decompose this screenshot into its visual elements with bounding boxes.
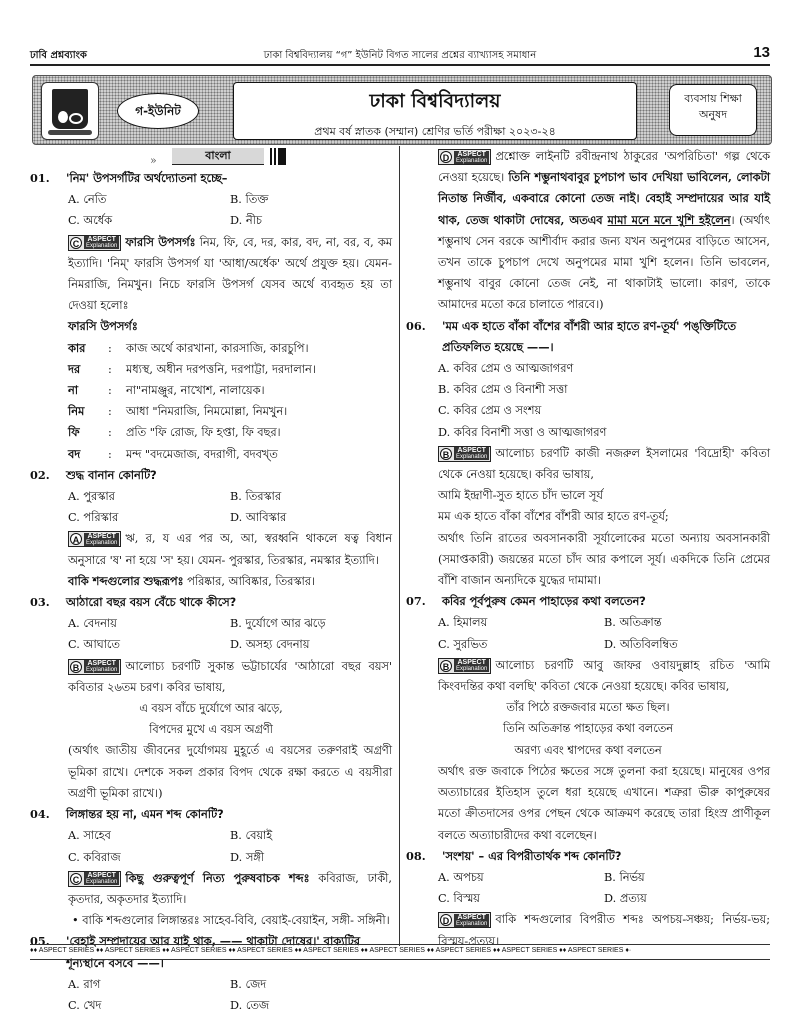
question-number: 06. [406, 318, 426, 333]
bars-decoration-icon [270, 148, 286, 165]
explanation-after: (অর্থাৎ জাতীয় জীবনের দুর্যোগময় মুহূর্তে এ বয়সের তরুণরাই অগ্রণী ভূমিকা রাখে। দেশকে সকল প্রকার বিপদ থেকে রক্ষা করতে এ বয়সীরা অগ্রণী ভূমিকা রাখে।) [68, 744, 392, 800]
question-text [30, 592, 392, 613]
running-head [30, 44, 770, 64]
answer-badge [68, 531, 121, 547]
prefix: বদ [68, 447, 81, 461]
explanation-bold: তিনি শম্ভুনাথবাবুর চুপচাপ ভাব দেখিয়া ভাবিলেন, লোকটা নিতান্ত নির্জীব, একবারে কোনো তেজ নাই। বেহাই সম্প্রদায়ের আর যাই থাক, তেজ থাকাটা দোষের, অতএব [438, 170, 771, 227]
page-number: 13 [753, 44, 770, 61]
question-stem: 'মম এক হাতে বাঁকা বাঁশের বাঁশরী আর হাতে রণ-তূর্য' পঙ্‌ক্তিটিতে প্রতিফলিত হয়েছে ——। [442, 319, 736, 354]
badge-subtitle: Explanation [456, 157, 488, 164]
option-c: C. বিস্ময় [438, 892, 480, 906]
option-d: D. অসহ্য বেদনায় [230, 638, 310, 652]
answer-letter: D [440, 151, 452, 163]
unit-label: গ-ইউনিট [117, 93, 199, 129]
option-d: D. সঙ্গী [230, 850, 265, 864]
question-number: 07. [406, 594, 426, 609]
subject-tag [150, 146, 392, 168]
options [30, 974, 392, 1016]
option-b: B. অতিক্রান্ত [604, 616, 662, 630]
option-d: D. আবিস্কার [230, 511, 287, 525]
prefix-meaning: মন্দ "বদমেজাজ, বদরাগী, বদবখ্ত [126, 447, 278, 461]
question-stem: আঠারো বছর বয়স বেঁচে থাকে কীসে? [66, 596, 237, 610]
question-07 [406, 591, 770, 845]
option-b: B. নির্ভয় [604, 870, 645, 884]
bullet-text: বাকি শব্দগুলোর লিঙ্গান্তরঃ সাহেব-বিবি, বেয়াই-বেয়াইন, সঙ্গী- সঙ্গিনী। [82, 914, 390, 928]
bullet-icon: • [72, 914, 83, 928]
explanation [406, 443, 770, 485]
option-d: D. অতিবিলম্বিত [604, 637, 678, 651]
faculty-line-2: অনুষদ [699, 108, 727, 121]
faculty-line-1: ব্যবসায় শিক্ষা [684, 92, 742, 105]
table-row: নিম : আধা "নিমরাজি, নিমমোল্লা, নিমখুন। [68, 401, 392, 422]
question-number: 01. [30, 171, 50, 185]
badge-subtitle: Explanation [86, 879, 118, 886]
question-text [30, 465, 392, 486]
option-d: D. তেজ [230, 998, 270, 1012]
prefix: না [68, 384, 79, 398]
answer-badge [438, 912, 491, 928]
table-row: বদ : মন্দ "বদমেজাজ, বদরাগী, বদবখ্ত [68, 444, 392, 465]
badge-subtitle: Explanation [456, 920, 488, 927]
title-box [233, 82, 637, 140]
crest-shield-icon [52, 89, 88, 129]
question-03 [30, 592, 392, 804]
option-b: B. বেয়াই [230, 829, 273, 843]
exam-name: প্রথম বর্ষ স্নাতক (সম্মান) শ্রেণির ভর্তি পরীক্ষা ২০২৩-২৪ [314, 125, 556, 138]
answer-letter: C [70, 873, 82, 885]
double-chevron-icon: » [150, 154, 157, 167]
explanation-bold: কিছু গুরুত্বপূর্ণ নিত্য পুরুষবাচক শব্দঃ [125, 870, 310, 885]
answer-letter: B [440, 660, 452, 672]
verse-line: বিপদের মুখে এ বয়স অগ্রণী [149, 723, 273, 737]
badge-subtitle: Explanation [86, 243, 118, 250]
explanation [30, 528, 392, 570]
badge-subtitle: Explanation [456, 666, 488, 673]
options [406, 358, 770, 443]
option-a: A. পুরস্কার [68, 490, 115, 504]
explanation-after: । (অর্থাৎ শম্ভুনাথ সেন বরকে আশীর্বাদ করার জন্য যখন অনুপমের বাড়িতে আসেন, তখন তাকে চুপচাপ দেখে অনুপমের মামা খুশি হলেন। তিনি ভাবলেন, শম্ভুনাথ বাবুর কোনো তেজ নেই, না থাকাটাই ভালো। কারণ, তাকে আমাদের মতো করে চালাতে পারবে।) [438, 213, 770, 312]
table-title: ফারসি উপসর্গঃ [68, 319, 138, 334]
question-text [406, 591, 770, 612]
options [30, 825, 392, 867]
badge-title: ASPECT [87, 660, 116, 668]
explanation-underlined: মামা মনে মনে খুশি হইলেন [607, 212, 731, 227]
chapter-title: ঢাকা বিশ্ববিদ্যালয় “গ” ইউনিট বিগত সালের প্রশ্নের ব্যাখ্যাসহ সমাধান [263, 50, 537, 61]
option-c: C. কবির প্রেম ও সংশয় [438, 404, 542, 418]
question-stem: শুদ্ধ বানান কোনটি? [66, 468, 157, 482]
faculty-box [669, 84, 757, 136]
explanation-text: আলোচ্য চরণটি আবু জাফর ওবায়দুল্লাহ রচিত 'আমি কিংবদন্তির কথা বলছি' কবিতা থেকে নেওয়া হয়েছে। কবির ভাষায়, [438, 658, 770, 694]
table-row: দর : মধ্যস্থ, অধীন দরপত্তনি, দরপাট্টা, দরদালান। [68, 359, 392, 380]
question-06 [406, 316, 770, 592]
answer-badge [68, 871, 121, 887]
option-c: C. কবিরাজ [68, 850, 121, 864]
explanation-text: ঋ, র, য এর পর অ, আ, স্বরধ্বনি থাকলে ষত্ব বিধান অনুসারে 'ষ' না হয়ে 'স' হয়। যেমন- পুরস্কার, তিরস্কার, নমস্কার ইত্যাদি। [68, 532, 392, 567]
question-stem: 'নিম' উপসর্গটির অর্থদ্যোতনা হচ্ছে– [66, 172, 228, 185]
option-d: D. প্রত্যয় [604, 892, 647, 906]
extra-bold: বাকি শব্দগুলোর শুদ্ধরূপঃ [68, 573, 184, 588]
question-number: 04. [30, 807, 50, 822]
option-c: C. অর্ধেক [68, 214, 112, 228]
explanation-q05 [406, 146, 770, 316]
prefix: দর [68, 362, 81, 376]
option-c: C. আঘাতে [68, 638, 120, 652]
badge-subtitle: Explanation [86, 539, 118, 546]
option-a: A. রাগ [68, 977, 101, 991]
question-number: 03. [30, 595, 50, 610]
explanation-text: আলোচ্য চরণটি সুকান্ত ভট্টাচার্যের 'আঠারো বছর বয়স' কবিতার ২৬তম চরণ। কবির ভাষায়, [68, 659, 392, 694]
explanation-text: প্রশ্নোক্ত লাইনটি রবীন্দ্রনাথ ঠাকুরের 'অপরিচিতা' গল্প থেকে নেওয়া হয়েছে। [438, 150, 770, 185]
answer-badge [438, 446, 491, 462]
column-divider [399, 146, 400, 946]
question-text [406, 316, 770, 358]
option-c: C. সুরভিত [438, 637, 488, 651]
explanation-text: নিম, ফি, বে, দর, কার, বদ, না, বর, ব, কম ইত্যাদি। 'নিম্' ফারসি উপসর্গ যা 'আধা/অর্ধেক' অর্থে প্রযুক্ত হয়। যেমন- নিমরাজি, নিমখুন। নিচে ফারসি উপসর্গ যেসব অর্থে ব্যবহৃত হয় তা দেওয়া হলোঃ [68, 235, 392, 313]
question-text [30, 168, 392, 189]
option-a: A. সাহেব [68, 829, 111, 843]
prefix-meaning: প্রতি "ফি রোজ, ফি হপ্তা, ফি বছর। [126, 426, 281, 440]
explanation-bold: ফারসি উপসর্গঃ [125, 234, 196, 249]
verse-line: তিনি অতিক্রান্ত পাহাড়ের কথা বলতেন [503, 722, 673, 736]
badge-title: ASPECT [87, 872, 116, 880]
subject-label: বাংলা [172, 148, 264, 165]
answer-letter: D [440, 914, 452, 926]
badge-title: ASPECT [457, 447, 486, 455]
option-d: D. নীচ [230, 214, 262, 228]
question-04 [30, 804, 392, 931]
options [30, 189, 392, 231]
explanation-extra [30, 571, 392, 592]
university-logo [41, 82, 99, 140]
badge-title: ASPECT [87, 236, 116, 244]
question-08 [406, 846, 770, 952]
question-text [30, 804, 392, 825]
table-row: না : না"নামঞ্জুর, নাখোশ, নালায়েক। [68, 380, 392, 401]
option-a: A. নেতি [68, 193, 107, 207]
left-column [30, 146, 392, 1016]
option-b: B. তিরস্কার [230, 490, 282, 504]
exam-banner [32, 75, 772, 145]
question-number: 05. [30, 934, 50, 949]
verse-line: মম এক হাতে বাঁকা বাঁশের বাঁশরী আর হাতে রণ-তূর্য; [438, 510, 669, 524]
badge-title: ASPECT [457, 913, 486, 921]
option-a: A. বেদনায় [68, 617, 117, 631]
question-stem: কবির পূর্বপুরুষ কেমন পাহাড়ের কথা বলতেন? [442, 595, 646, 609]
crest-ribbon [48, 130, 92, 135]
option-d: D. কবির বিনাশী সত্তা ও আত্মজাগরণ [438, 425, 607, 439]
question-02 [30, 465, 392, 592]
options [30, 486, 392, 528]
explanation [30, 232, 392, 317]
prefix: কার [68, 341, 86, 355]
verse-line: অরণ্য এবং শ্বাপদের কথা বলতেন [514, 743, 662, 757]
answer-badge [68, 659, 121, 675]
book-title: ঢাবি প্রশ্নব্যাংক [30, 50, 87, 61]
question-stem: লিঙ্গান্তর হয় না, এমন শব্দ কোনটি? [66, 808, 224, 822]
explanation-after: অর্থাৎ রক্ত জবাকে পিঠের ক্ষতের সঙ্গে তুলনা করা হয়েছে। মানুষের ওপর অত্যাচারের ইতিহাস তুলে ধরা হয়েছে এখানে। শত্রুরা ভীরু কাপুরুষের মতো ক্রীতদাসের ওপর পেছন থেকে আক্রমণ করেছে তারা হিংস্র প্রাণীকূল বলতে অত্যাচারীদের কথা বলেছেন। [438, 764, 770, 842]
answer-badge [438, 658, 491, 674]
badge-subtitle: Explanation [456, 454, 488, 461]
option-b: B. দুর্যোগে আর ঝড়ে [230, 617, 326, 631]
option-b: B. কবির প্রেম ও বিনাশী সত্তা [438, 383, 568, 397]
option-c: C. খেদ [68, 998, 102, 1012]
verse-line: তাঁর পিঠে রক্তজবার মতো ক্ষত ছিল। [506, 701, 670, 715]
answer-letter: C [70, 237, 82, 249]
answer-letter: A [70, 533, 82, 545]
options [406, 867, 770, 909]
prefix: ফি [68, 426, 80, 440]
bullet-item [30, 910, 392, 931]
badge-title: ASPECT [457, 659, 486, 667]
verse-line: আমি ইন্দ্রাণী-সুত হাতে চাঁদ ভালে সূর্য [438, 489, 603, 503]
explanation [30, 868, 392, 910]
question-number: 02. [30, 467, 50, 482]
question-text [406, 846, 770, 867]
answer-letter: B [70, 661, 82, 673]
answer-badge [438, 149, 491, 165]
option-a: A. হিমালয় [438, 616, 488, 630]
prefix-meaning: আধা "নিমরাজি, নিমমোল্লা, নিমখুন। [126, 405, 288, 419]
option-a: A. কবির প্রেম ও আত্মজাগরণ [438, 362, 574, 376]
badge-title: ASPECT [457, 150, 486, 158]
answer-letter: B [440, 448, 452, 460]
prefix: নিম [68, 405, 85, 419]
prefix-meaning: কাজ অর্থে কারখানা, কারসাজি, কারচুপি। [126, 341, 309, 355]
badge-title: ASPECT [87, 532, 116, 540]
option-a: A. অপচয় [438, 870, 484, 884]
prefix-meaning: না"নামঞ্জুর, নাখোশ, নালায়েক। [126, 384, 265, 398]
options [30, 613, 392, 655]
question-01 [30, 168, 392, 465]
options [406, 612, 770, 654]
prefix-table [30, 338, 392, 465]
extra-text: পরিষ্কার, আবিষ্কার, তিরস্কার। [183, 574, 316, 588]
right-column [406, 146, 770, 952]
explanation-text: বাকি শব্দগুলোর বিপরীত শব্দঃ অপচয়-সঞ্চয়; নির্ভয়-ভয়; বিস্ময়-প্রত্যয়। [438, 913, 770, 948]
explanation [30, 656, 392, 698]
explanation-after: অর্থাৎ তিনি রাতের অবসানকারী সূর্যালোকের মতো অন্যায় অবসানকারী (সমাপ্তকারী) জয়ন্তের মতো চাঁদ আর কপালে সূর্য। একদিকে তিনি প্রেমের বাঁশি বাজান অন্যদিকে যুদ্ধের দামামা। [438, 531, 770, 588]
option-b: B. তিক্ত [230, 193, 269, 207]
explanation-text: কবিরাজ, ঢাকী, কৃতদার, অকৃতদার ইত্যাদি। [68, 871, 392, 906]
answer-badge [68, 235, 121, 251]
verse-line: এ বয়স বাঁচে দুর্যোগে আর ঝড়ে, [139, 702, 283, 716]
question-stem: 'বেহাই সম্প্রদায়ের আর যাই থাক, —— থাকাটা দোষের।' বাক্যটির শূন্যস্থানে বসবে ——। [66, 935, 361, 970]
footer-series-strip: ♦♦ ASPECT SERIES ♦♦ ASPECT SERIES ♦♦ ASPECT SERIES ♦♦ ASPECT SERIES ♦♦ ASPECT SERIES ♦♦ ASPECT SERIES ♦♦ ASPECT SERIES ♦♦ ASPECT SERIES ♦♦ ASPECT SERIES ♦· [30, 944, 770, 960]
table-row: কার : কাজ অর্থে কারখানা, কারসাজি, কারচুপি। [68, 338, 392, 359]
explanation [406, 655, 770, 697]
explanation-text: আলোচ্য চরণটি কাজী নজরুল ইসলামের 'বিদ্রোহী' কবিতা থেকে নেওয়া হয়েছে। কবির ভাষায়, [438, 446, 770, 482]
question-stem: 'সংশয়' – এর বিপরীতার্থক শব্দ কোনটি? [442, 849, 622, 863]
badge-subtitle: Explanation [86, 667, 118, 674]
question-number: 08. [406, 848, 426, 863]
prefix-meaning: মধ্যস্থ, অধীন দরপত্তনি, দরপাট্টা, দরদালান। [126, 362, 316, 376]
university-name: ঢাকা বিশ্ববিদ্যালয় [369, 90, 501, 112]
option-c: C. পরিস্কার [68, 511, 119, 525]
header-rule [30, 64, 770, 66]
option-b: B. জেদ [230, 977, 267, 991]
table-row: ফি : প্রতি "ফি রোজ, ফি হপ্তা, ফি বছর। [68, 422, 392, 443]
